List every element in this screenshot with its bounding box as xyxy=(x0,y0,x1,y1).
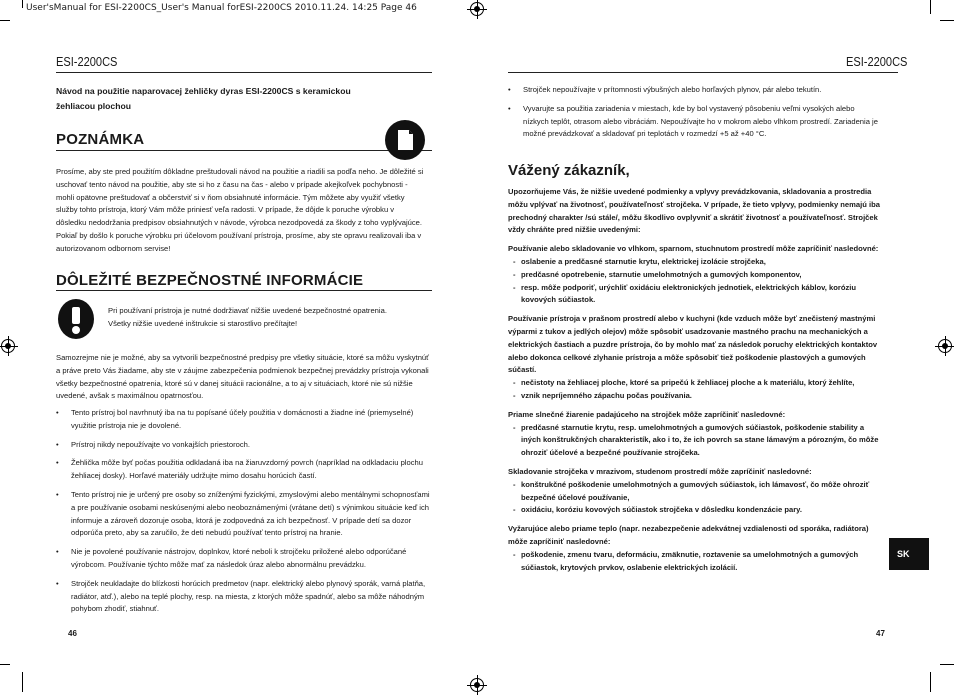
list-item: - nečistoty na žehliacej ploche, ktoré sa pripečú k žehliacej ploche a k materiálu, ktorý žehlíte, xyxy=(508,377,884,390)
list-item: - konštrukčné poškodenie umelohmotných a gumových súčiastok, ich lámavosť, čo môže ohroziť bezpečné účelové používanie, xyxy=(508,479,884,505)
dust-title: Používanie prístroja v prašnom prostredí alebo v kuchyni (kde vzduch môže byť znečistený mastnými výparmi z tukov a jedlých olejov) môže spôsobiť usadzovanie mastného prachu na mechanických a elektrických častiach a puzdre prístroja, čo by mohlo mať za následok poruchy elektrických kontaktov alebo dokonca celkové zlyhanie prístroja a môže spôsobiť tiež poškodenie plastových a gumových súčastí. xyxy=(508,314,878,375)
sun-title: Priame slnečné žiarenie padajúceho na strojček môže zapríčiniť nasledovné: xyxy=(508,409,786,419)
heading-rule xyxy=(56,150,432,151)
safety-box-text: Pri používaní prístroja je nutné dodržiavať nižšie uvedené bezpečnostné opatrenia. Všetky nižšie uvedené inštrukcie si starostlivo prečítajte! xyxy=(108,306,387,328)
crop-mark xyxy=(22,672,23,692)
warning-exclamation-icon xyxy=(58,299,94,339)
model-name-right: ESI-2200CS xyxy=(846,54,908,69)
safety-heading: DÔLEŽITÉ BEZPEČNOSTNÉ INFORMÁCIE xyxy=(56,272,364,289)
list-item: - oslabenie a predčasné starnutie krytu, elektrickej izolácie strojčeka, xyxy=(508,256,884,269)
registration-mark-icon xyxy=(938,339,952,353)
list-item: • Žehlička môže byť počas použitia odkladaná iba na žiaruvzdorný povrch (napríklad na odkladaciu plochu žehliacej dosky). Horľavé materiály udržujte mimo dosahu horúcich častí. xyxy=(56,457,432,483)
crop-mark xyxy=(940,664,954,665)
registration-mark-icon xyxy=(470,678,484,692)
top-bullet-list xyxy=(508,84,880,141)
customer-intro: Upozorňujeme Vás, že nižšie uvedené podmienky a vplyvy prevádzkovania, skladovania a prostredia môžu vplývať na životnosť, používateľnosť strojčeka. V prípade, že tieto vplyvy, podmienky nemajú iba prechodný charakter /sú stále/, môžu škodlivo ovplyvniť a skrátiť životnosť a používateľnosť. Strojček vždy chráňte pred nižšie uvedenými: xyxy=(508,187,880,235)
crop-mark xyxy=(940,20,954,21)
header-rule xyxy=(508,72,898,73)
heading-rule xyxy=(56,290,432,291)
list-item: • Nie je povolené používanie nástrojov, doplnkov, ktoré neboli k strojčeku priložené alebo odporúčané výrobcom. Používanie týchto môže mať za následok úraz alebo abnormálnu prevádzku. xyxy=(56,546,432,572)
page-number-left: 46 xyxy=(68,629,77,638)
note-heading: POZNÁMKA xyxy=(56,131,145,148)
list-item: - predčasné starnutie krytu, resp. umelohmotných a gumových súčiastok, poškodenie stability a iných konštrukčných charakteristík, ako i to, že ich povrch sa stane lámavým a pórozným, čo môže ohroziť účelové a bezpečné používanie strojčeka. xyxy=(508,422,884,460)
crop-mark xyxy=(0,20,10,21)
humid-title: Používanie alebo skladovanie vo vlhkom, sparnom, stuchnutom prostredí môže zapríčiniť nasledovné: xyxy=(508,244,879,254)
header-rule xyxy=(56,72,432,73)
heat-title: Vyžarujúce alebo priame teplo (napr. nezabezpečenie adekvátnej vzdialenosti od sporáka, radiátora) môže zapríčiniť nasledovné: xyxy=(508,524,869,546)
list-item: • Tento prístroj nie je určený pre osoby so zníženými fyzickými, zmyslovými alebo mentálnymi schopnosťami a pre používanie osobami neskúsenými alebo neoboznámenými (vrátane detí) s výnimkou situácie keď ich informuje a zároveň dozoruje osoba, ktorá je zodpovedná za ich bezpečnosť. V prípade detí sa dozor odporúča preto, aby sa zaručilo, že deti nebudú používať tento prístroj na hranie. xyxy=(56,489,432,540)
page-number-right: 47 xyxy=(876,629,885,638)
registration-mark-icon xyxy=(470,2,484,16)
list-item: - poškodenie, zmenu tvaru, deformáciu, zmäknutie, roztavenie sa umelohmotných a gumových súčiastok, krytových prvkov, oslabenie elektrických izolácií. xyxy=(508,549,884,575)
list-item: - resp. môže podporiť, urýchliť oxidáciu elektronických jednotiek, elektrických káblov, koróziu kovových súčiastok. xyxy=(508,282,884,308)
crop-mark xyxy=(22,0,23,8)
list-item: • Vyvarujte sa použitia zariadenia v miestach, kde by bol vystavený pôsobeniu veľmi vysokých alebo nízkych teplôt, otrasom alebo vibráciám. Nepoužívajte ho v mokrom alebo vlhkom prostredí. Zariadenia je možné prevádzkovať a skladovať pri teplotách v rozmedzí +5 až +40 °C. xyxy=(508,103,880,141)
list-item: - predčasné opotrebenie, starnutie umelohmotných a gumových komponentov, xyxy=(508,269,884,282)
intro-title: Návod na použitie naparovacej žehličky dyras ESI-2200CS s keramickou žehliacou plochou xyxy=(56,86,351,111)
note-text: Prosíme, aby ste pred použitím dôkladne preštudovali návod na použitie a riadili sa podľa neho. Je dôležité si uschovať tento návod na použitie, aby ste si ho z času na čas - alebo v prípade akejkoľvek pochybnosti - mohli opätovne preštudovať a občerstviť si v ňom obsiahnuté informácie. Tým môžete aby využiť všetky služby tohto prístroja, ktorý Vám môže priniesť veľa radosti. V prípade, že dôjde k poruche výrobku v dôsledku nedodržania predpisov obsiahnutých v návode, výrobca nezodpovedá za škody z toho vyplývajúce. Pokiaľ by došlo k poruche výrobku pri účelovom používaní prístroja, prosíme, aby ste opravu realizovali iba v autorizovanom odbornom servise! xyxy=(56,167,424,253)
conditions-section xyxy=(508,186,884,574)
note-document-icon xyxy=(385,120,425,160)
language-tab: SK xyxy=(889,538,929,570)
list-item: • Prístroj nikdy nepoužívajte vo vonkajších priestoroch. xyxy=(56,439,432,452)
list-item: - vznik nepríjemného zápachu počas používania. xyxy=(508,390,884,403)
list-item: • Strojček neukladajte do blízkosti horúcich predmetov (napr. elektrický alebo plynový sporák, varná platňa, radiátor, atď.), alebo na teplé plochy, resp. na miesta, z ktorých môže spadnúť, alebo sa môže náhodným pohybom zhodiť, stiahnuť. xyxy=(56,578,432,616)
crop-mark xyxy=(0,664,10,665)
safety-text: Samozrejme nie je možné, aby sa vytvorili bezpečnostné predpisy pre všetky situácie, ktoré sa môžu vyskytnúť a práve preto Vás žiadame, aby ste v záujme zabezpečenia podmienok bezpečnej prevádzky prístroja vykonali všetky bezpečnostné opatrenia, ktoré sú v danej situácii racionálne, a to aj v situáciach, ktoré nie sú nižšie uvedené, avšak s maximálnou opatrnosťou. xyxy=(56,353,429,401)
list-item: • Strojček nepoužívajte v prítomnosti výbušných alebo horľavých plynov, pár alebo tekutín. xyxy=(508,84,880,97)
cold-title: Skladovanie strojčeka v mrazivom, studenom prostredí môže zapríčiniť nasledovné: xyxy=(508,466,812,476)
crop-mark xyxy=(930,0,931,14)
list-item: • Tento prístroj bol navrhnutý iba na tu popísané účely použitia v domácnosti a žiadne iné (priemyselné) využitie prístroja nie je dovolené. xyxy=(56,407,432,433)
safety-bullet-list xyxy=(56,407,432,616)
customer-heading: Vážený zákazník, xyxy=(508,162,630,179)
registration-mark-icon xyxy=(1,339,15,353)
model-name-left: ESI-2200CS xyxy=(56,54,118,69)
list-item: - oxidáciu, koróziu kovových súčiastok strojčeka v dôsledku kondenzácie pary. xyxy=(508,504,884,517)
print-header: User'sManual for ESI-2200CS_User's Manual forESI-2200CS 2010.11.24. 14:25 Page 46 xyxy=(26,3,417,13)
crop-mark xyxy=(930,672,931,692)
